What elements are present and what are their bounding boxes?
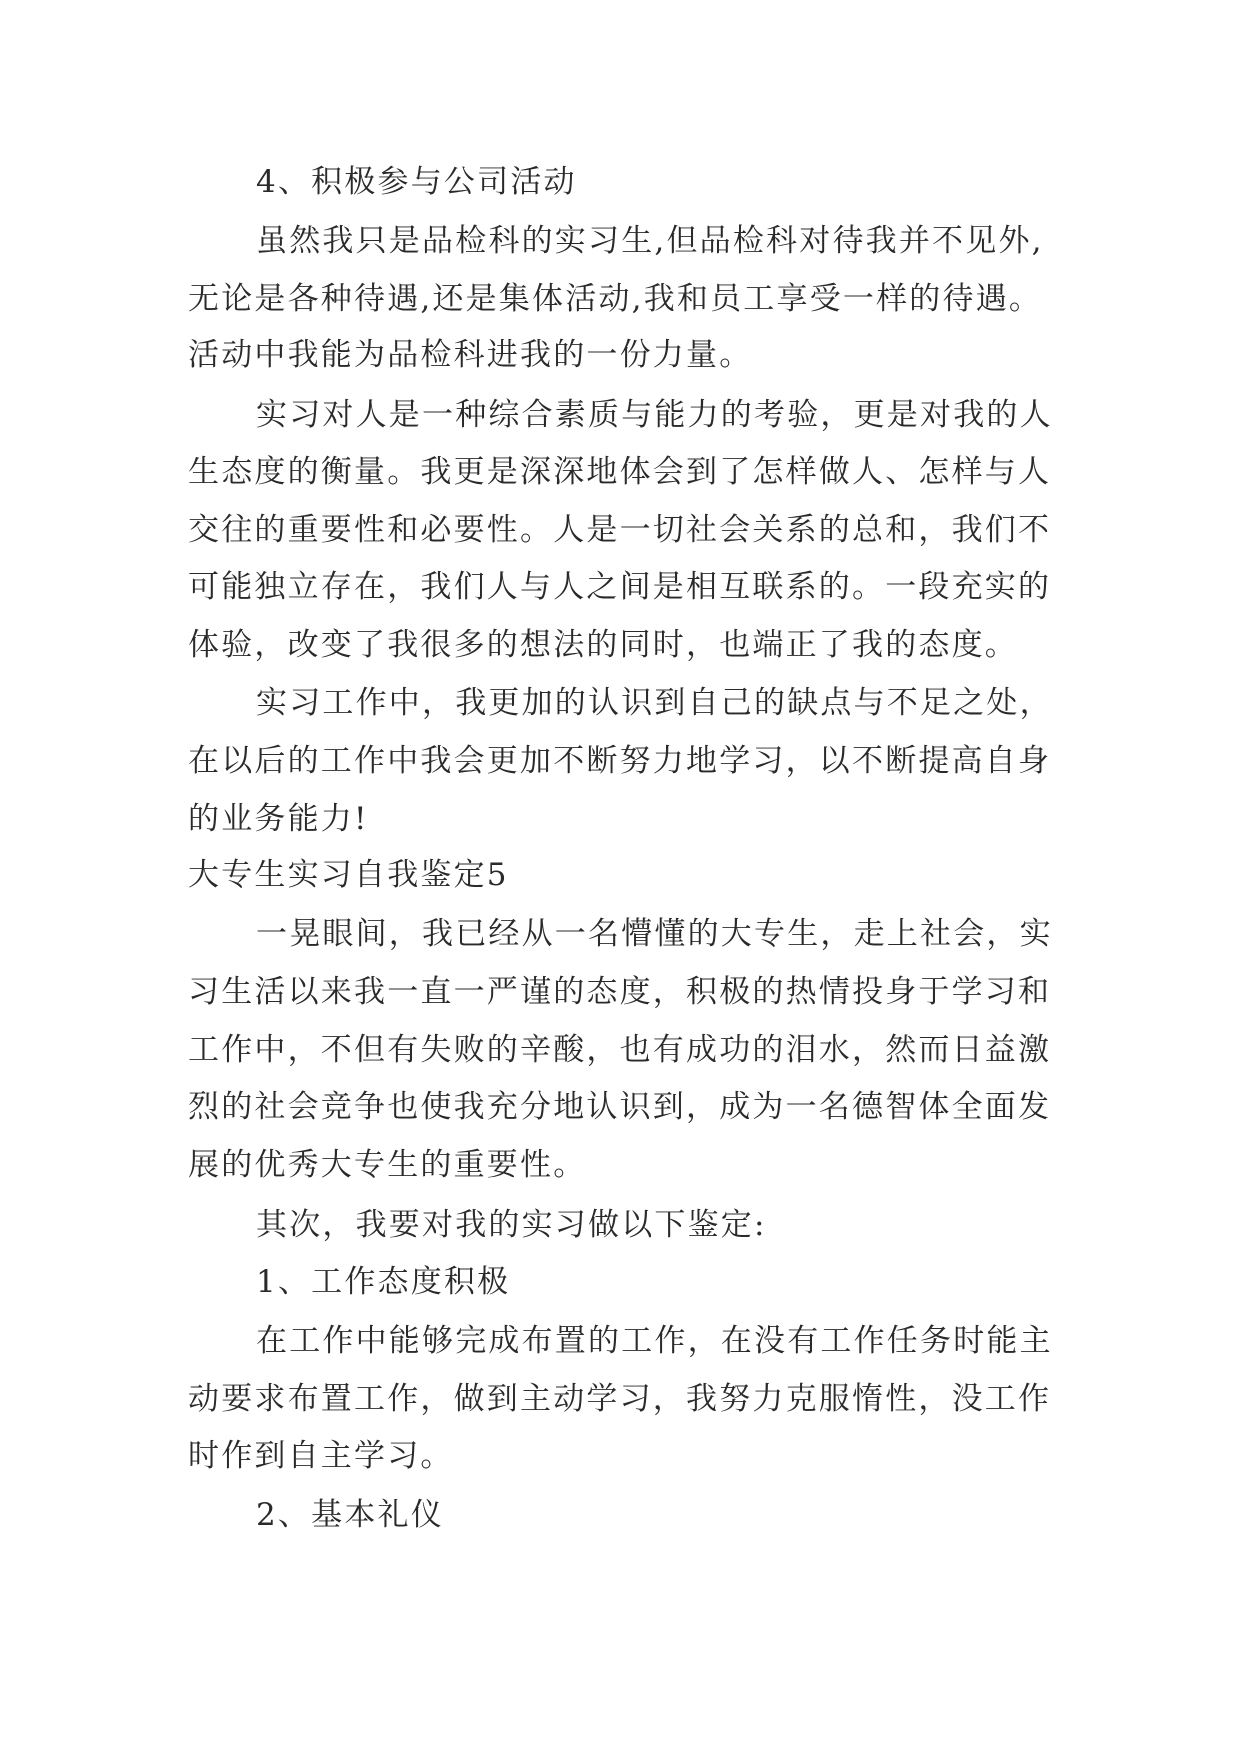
paragraph-line: 活动中我能为品检科进我的一份力量。 — [188, 337, 753, 373]
paragraph-line: 生态度的衡量。我更是深深地体会到了怎样做人、怎样与人 — [188, 454, 1052, 490]
list-heading-4: 4、积极参与公司活动 — [256, 164, 577, 200]
paragraph-line: 交往的重要性和必要性。人是一切社会关系的总和，我们不 — [188, 512, 1052, 548]
paragraph-line: 其次，我要对我的实习做以下鉴定: — [256, 1207, 767, 1243]
paragraph-line: 无论是各种待遇,还是集体活动,我和员工享受一样的待遇。 — [188, 281, 1043, 317]
paragraph-line: 展的优秀大专生的重要性。 — [188, 1147, 587, 1183]
paragraph-line: 在以后的工作中我会更加不断努力地学习，以不断提高自身 — [188, 743, 1052, 779]
paragraph-line: 可能独立存在，我们人与人之间是相互联系的。一段充实的 — [188, 569, 1052, 605]
section-title: 大专生实习自我鉴定5 — [188, 857, 509, 893]
paragraph-line: 习生活以来我一直一严谨的态度，积极的热情投身于学习和 — [188, 974, 1052, 1010]
paragraph-line: 实习对人是一种综合素质与能力的考验，更是对我的人 — [256, 397, 1053, 433]
paragraph-line: 体验，改变了我很多的想法的同时，也端正了我的态度。 — [188, 627, 1018, 663]
paragraph-line: 一晃眼间，我已经从一名懵懂的大专生，走上社会，实 — [256, 916, 1053, 952]
paragraph-line: 实习工作中，我更加的认识到自己的缺点与不足之处， — [256, 685, 1053, 721]
paragraph-line: 烈的社会竞争也使我充分地认识到，成为一名德智体全面发 — [188, 1089, 1052, 1125]
list-heading-2: 2、基本礼仪 — [256, 1497, 444, 1533]
paragraph-line: 工作中，不但有失败的辛酸，也有成功的泪水，然而日益激 — [188, 1032, 1052, 1068]
paragraph-line: 虽然我只是品检科的实习生,但品检科对待我并不见外, — [256, 223, 1044, 259]
paragraph-line: 动要求布置工作，做到主动学习，我努力克服惰性，没工作 — [188, 1381, 1052, 1417]
paragraph-line: 时作到自主学习。 — [188, 1438, 454, 1474]
paragraph-line: 在工作中能够完成布置的工作，在没有工作任务时能主 — [256, 1323, 1053, 1359]
paragraph-line: 的业务能力! — [188, 801, 369, 837]
list-heading-1: 1、工作态度积极 — [256, 1264, 511, 1300]
